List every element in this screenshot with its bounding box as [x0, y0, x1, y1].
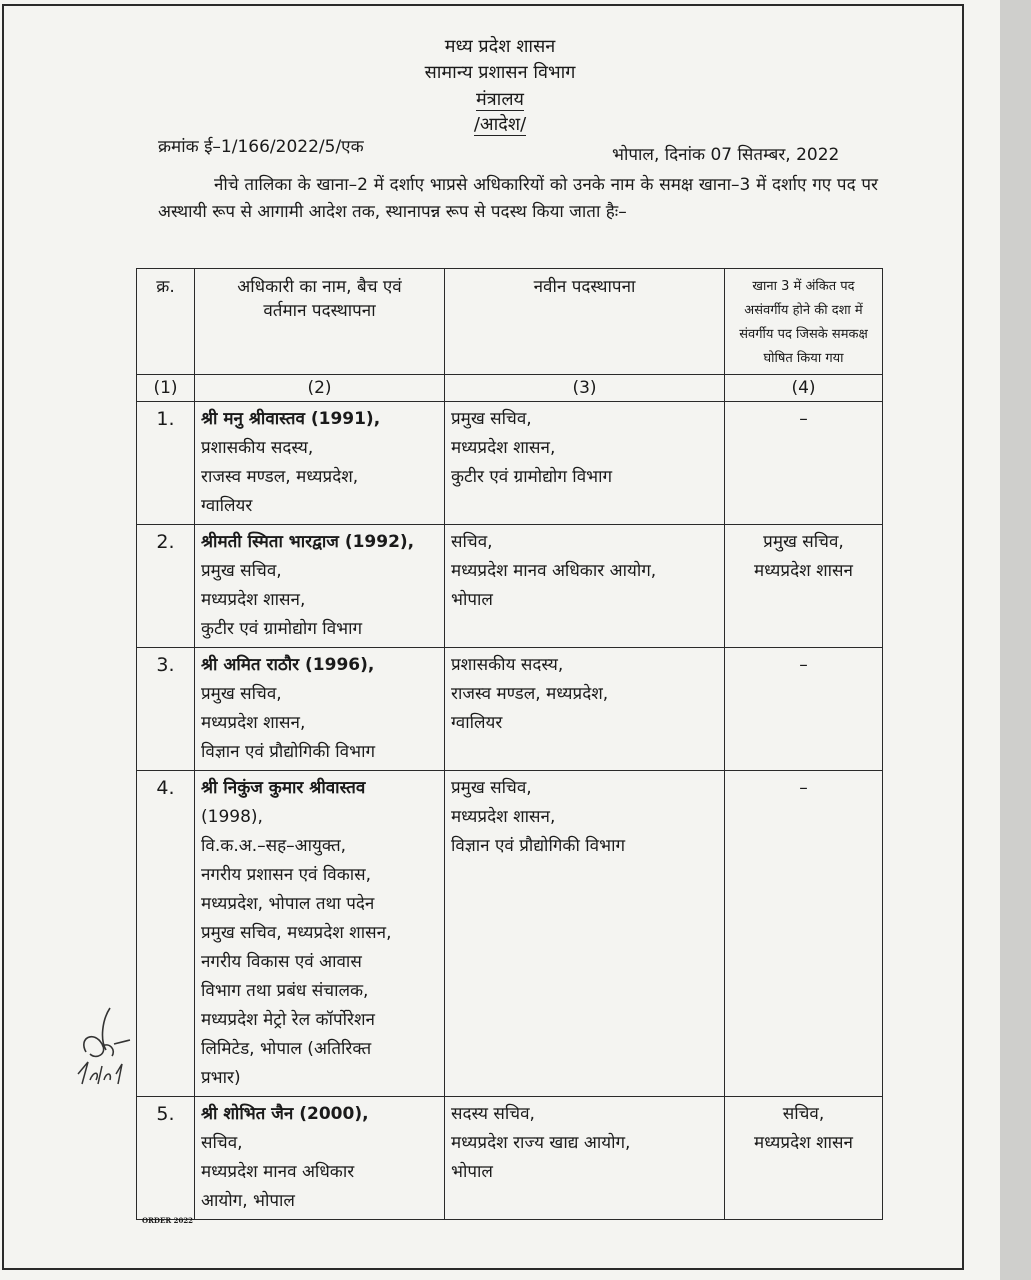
- current-posting-line: वि.क.अ.–सह–आयुक्त,: [201, 836, 347, 856]
- current-posting-line: प्रमुख सचिव,: [201, 684, 282, 704]
- table-row: [137, 771, 883, 1097]
- current-posting-line: प्रभार): [201, 1068, 241, 1088]
- equivalent-post-line: –: [799, 778, 808, 798]
- table-header-row: [137, 269, 883, 375]
- new-posting: [445, 1097, 725, 1220]
- officer-name: श्रीमती स्मिता भारद्वाज (1992),: [201, 532, 415, 552]
- new-posting-line: विज्ञान एवं प्रौद्योगिकी विभाग: [451, 836, 626, 856]
- officer-details: [195, 1097, 445, 1220]
- officer-details: [195, 648, 445, 771]
- equivalent-post-line: सचिव,: [782, 1104, 825, 1124]
- header-sr: क्र.: [137, 269, 195, 375]
- officer-details: [195, 402, 445, 525]
- new-posting-line: सदस्य सचिव,: [451, 1104, 535, 1124]
- new-posting-line: ग्वालियर: [451, 713, 503, 733]
- equivalent-post: [725, 648, 883, 771]
- serial-number: 2.: [137, 525, 195, 648]
- place-and-date: भोपाल, दिनांक 07 सितम्बर, 2022: [612, 145, 840, 165]
- current-posting-line: सचिव,: [201, 1133, 243, 1153]
- equivalent-post-line: मध्यप्रदेश शासन: [754, 1133, 853, 1153]
- new-posting-line: भोपाल: [451, 1162, 493, 1182]
- new-posting-line: मध्यप्रदेश मानव अधिकार आयोग,: [451, 561, 657, 581]
- new-posting-line: प्रशासकीय सदस्य,: [451, 655, 564, 675]
- equivalent-post-line: प्रमुख सचिव,: [763, 532, 844, 552]
- equivalent-post: [725, 525, 883, 648]
- current-posting-line: विभाग तथा प्रबंध संचालक,: [201, 981, 369, 1001]
- current-posting-line: आयोग, भोपाल: [201, 1191, 295, 1211]
- officer-details: [195, 771, 445, 1097]
- new-posting-line: मध्यप्रदेश शासन,: [451, 438, 556, 458]
- col-number: (1): [137, 375, 195, 402]
- serial-number: 1.: [137, 402, 195, 525]
- equivalent-post: [725, 402, 883, 525]
- posting-table: [136, 268, 883, 1220]
- officer-name: श्री निकुंज कुमार श्रीवास्तव: [201, 778, 366, 798]
- scan-edge: [1000, 0, 1031, 1280]
- table-row: [137, 648, 883, 771]
- current-posting-line: मध्यप्रदेश, भोपाल तथा पदेन: [201, 894, 375, 914]
- header-equivalent-post: खाना 3 में अंकित पद असंवर्गीय होने की दशा में संवर्गीय पद जिसके समकक्ष घोषित किया गया: [725, 269, 883, 375]
- order-title: /आदेश/: [473, 114, 527, 135]
- footer-label: ORDER 2022: [142, 1216, 194, 1225]
- new-posting-line: भोपाल: [451, 590, 493, 610]
- new-posting-line: कुटीर एवं ग्रामोद्योग विभाग: [451, 467, 613, 487]
- header-officer: अधिकारी का नाम, बैच एवं वर्तमान पदस्थापना: [195, 269, 445, 375]
- col-number: (2): [195, 375, 445, 402]
- current-posting-line: प्रमुख सचिव,: [201, 561, 282, 581]
- current-posting-line: (1998),: [201, 807, 263, 827]
- table-row: [137, 402, 883, 525]
- col-number: (3): [445, 375, 725, 402]
- current-posting-line: कुटीर एवं ग्रामोद्योग विभाग: [201, 619, 363, 639]
- new-posting-line: मध्यप्रदेश शासन,: [451, 807, 556, 827]
- serial-number: 3.: [137, 648, 195, 771]
- equivalent-post-line: मध्यप्रदेश शासन: [754, 561, 853, 581]
- new-posting: [445, 525, 725, 648]
- officer-name: श्री शोभित जैन (2000),: [201, 1104, 369, 1124]
- equivalent-post: [725, 1097, 883, 1220]
- serial-number: 4.: [137, 771, 195, 1097]
- current-posting-line: मध्यप्रदेश मेट्रो रेल कॉर्पोरेशन: [201, 1010, 375, 1030]
- current-posting-line: मध्यप्रदेश शासन,: [201, 713, 306, 733]
- header-new-posting: नवीन पदस्थापना: [445, 269, 725, 375]
- new-posting: [445, 402, 725, 525]
- equivalent-post-line: –: [799, 655, 808, 675]
- government-name: मध्य प्रदेश शासन: [444, 36, 556, 57]
- column-number-row: [137, 375, 883, 402]
- equivalent-post: [725, 771, 883, 1097]
- new-posting: [445, 648, 725, 771]
- current-posting-line: लिमिटेड, भोपाल (अतिरिक्त: [201, 1039, 372, 1059]
- current-posting-line: मध्यप्रदेश शासन,: [201, 590, 306, 610]
- officer-name: श्री अमित राठौर (1996),: [201, 655, 375, 675]
- table-row: [137, 525, 883, 648]
- current-posting-line: प्रमुख सचिव, मध्यप्रदेश शासन,: [201, 923, 392, 943]
- handwritten-signature: [72, 1000, 142, 1100]
- current-posting-line: ग्वालियर: [201, 496, 253, 516]
- ministry-label: मंत्रालय: [475, 89, 524, 110]
- current-posting-line: नगरीय विकास एवं आवास: [201, 952, 362, 972]
- department-name: सामान्य प्रशासन विभाग: [424, 62, 576, 83]
- col-number: (4): [725, 375, 883, 402]
- officer-details: [195, 525, 445, 648]
- serial-number: 5.: [137, 1097, 195, 1220]
- current-posting-line: राजस्व मण्डल, मध्यप्रदेश,: [201, 467, 359, 487]
- current-posting-line: विज्ञान एवं प्रौद्योगिकी विभाग: [201, 742, 376, 762]
- new-posting-line: राजस्व मण्डल, मध्यप्रदेश,: [451, 684, 609, 704]
- table-row: [137, 1097, 883, 1220]
- current-posting-line: नगरीय प्रशासन एवं विकास,: [201, 865, 372, 885]
- new-posting-line: मध्यप्रदेश राज्य खाद्य आयोग,: [451, 1133, 631, 1153]
- new-posting-line: प्रमुख सचिव,: [451, 778, 532, 798]
- current-posting-line: मध्यप्रदेश मानव अधिकार: [201, 1162, 355, 1182]
- officer-name: श्री मनु श्रीवास्तव (1991),: [201, 409, 381, 429]
- equivalent-post-line: –: [799, 409, 808, 429]
- new-posting: [445, 771, 725, 1097]
- reference-number: क्रमांक ई–1/166/2022/5/एक: [158, 137, 364, 157]
- current-posting-line: प्रशासकीय सदस्य,: [201, 438, 314, 458]
- new-posting-line: प्रमुख सचिव,: [451, 409, 532, 429]
- new-posting-line: सचिव,: [451, 532, 493, 552]
- intro-paragraph: नीचे तालिका के खाना–2 में दर्शाए भाप्रसे अधिकारियों को उनके नाम के समक्ष खाना–3 में दर्शाए गए पद पर अस्थायी रूप से आगामी आदेश तक, स्थानापन्न रूप से पदस्थ किया जाता हैः–: [158, 175, 878, 222]
